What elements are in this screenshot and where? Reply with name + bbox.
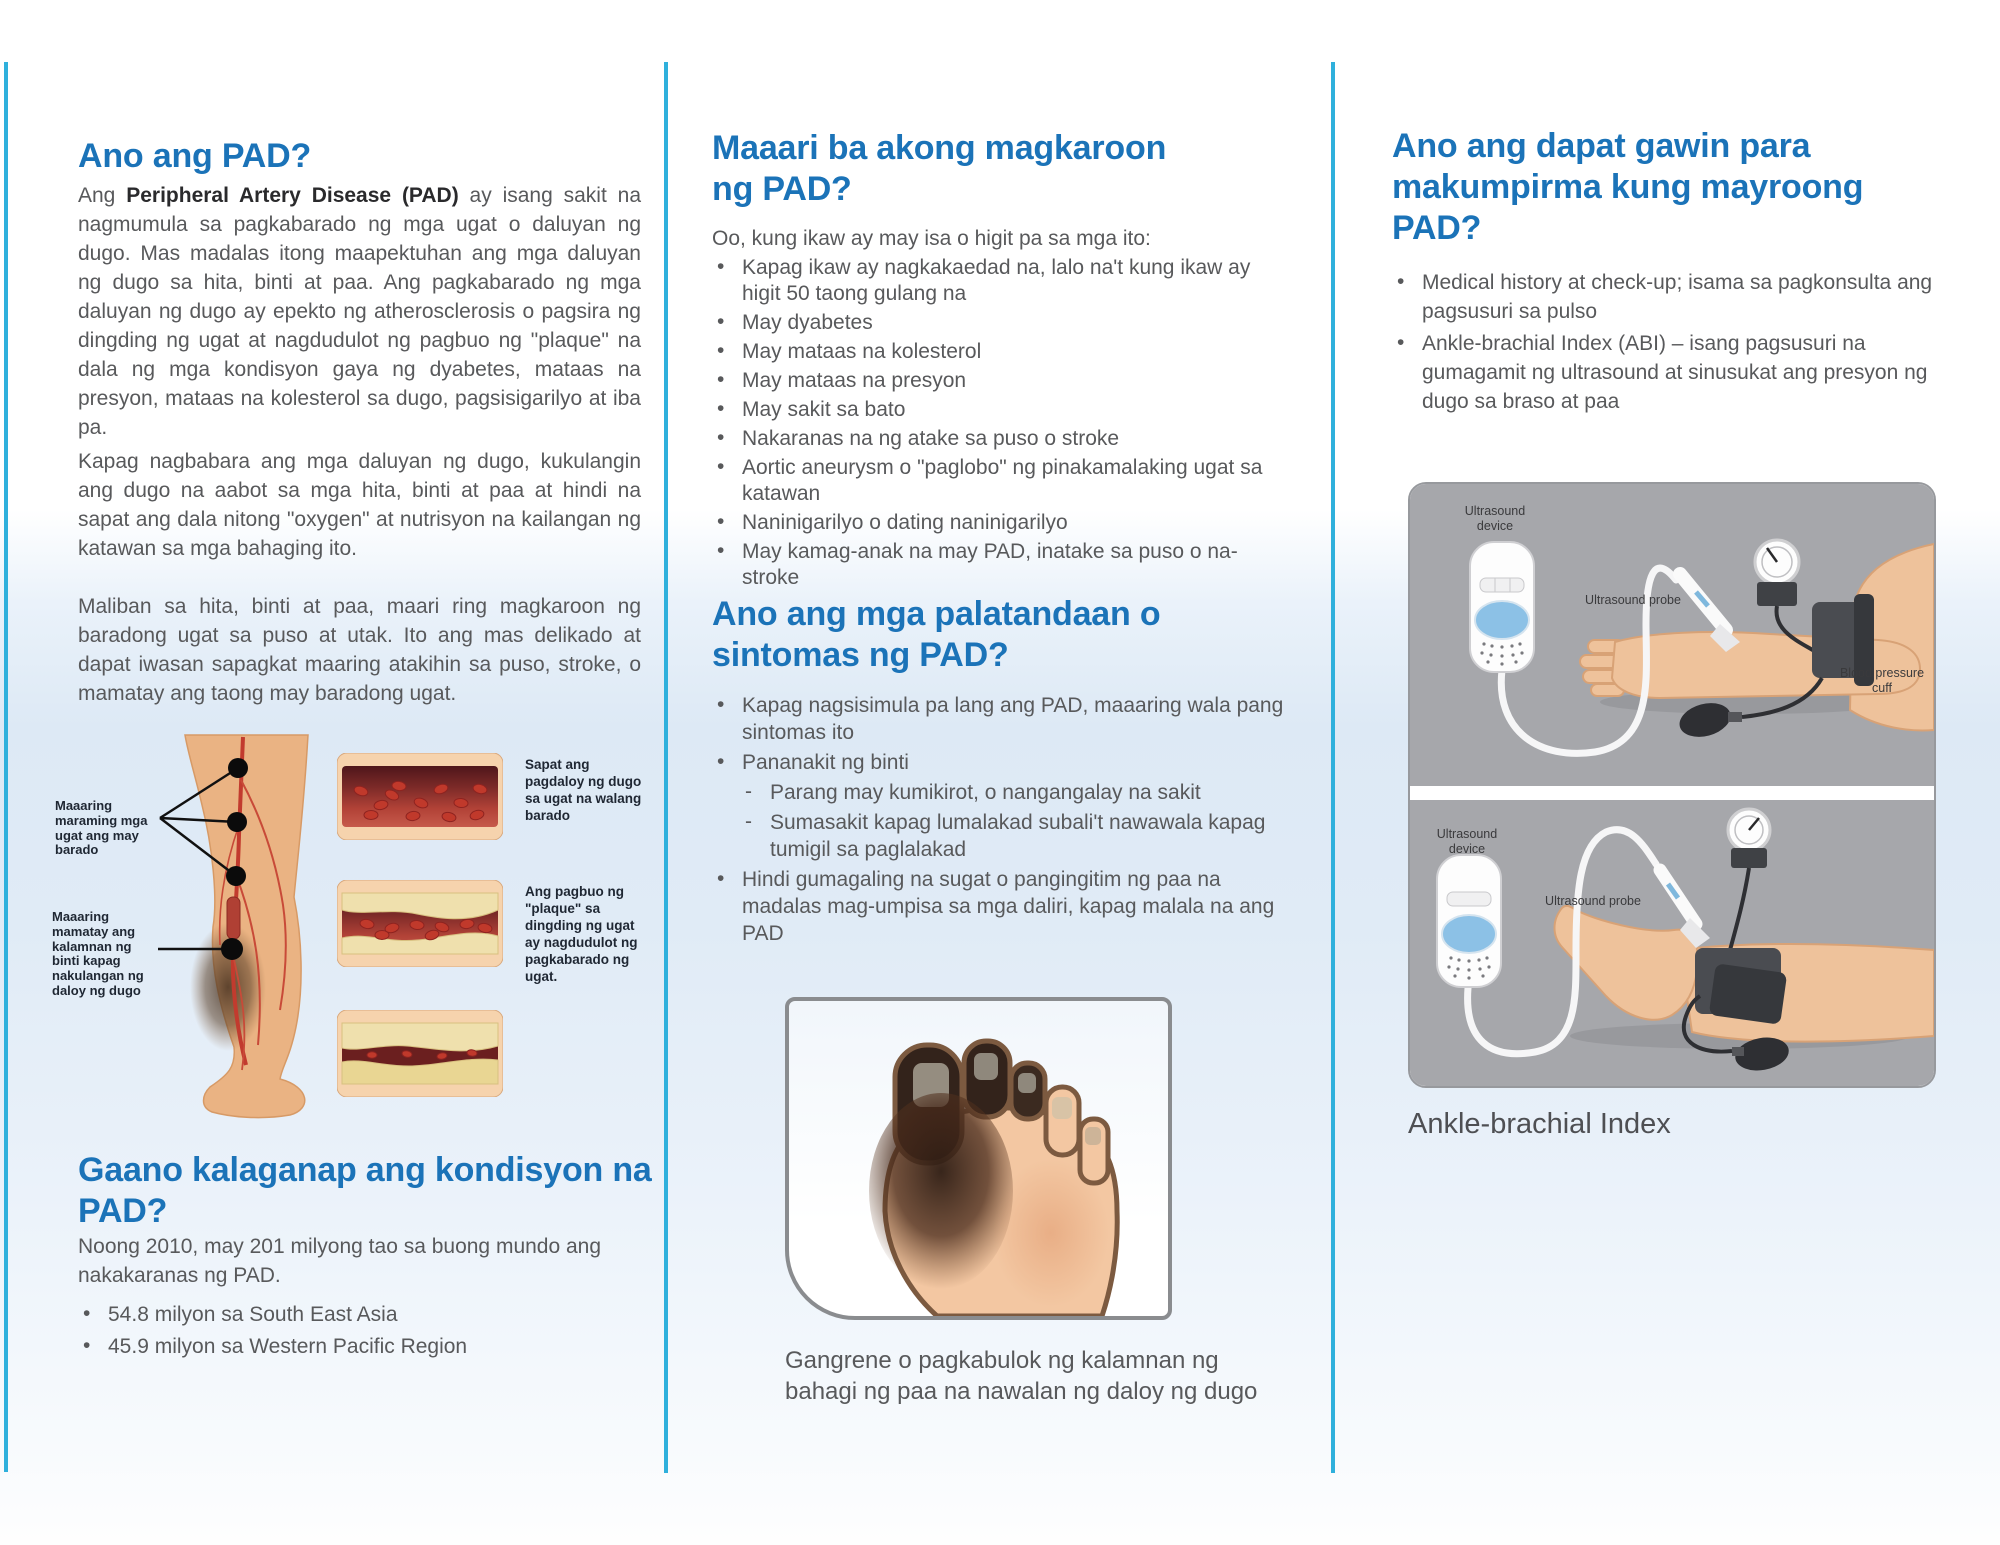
artery-blocked-illustration xyxy=(337,1010,503,1097)
bulb-valve xyxy=(1732,1047,1744,1056)
risk-item: • May kamag-anak na may PAD, inatake sa puso o na-stroke xyxy=(712,539,1290,591)
heading-what-is-pad: Ano ang PAD? xyxy=(78,137,312,175)
gangrene-foot-illustration xyxy=(789,1001,1168,1316)
artery-caption-plaque: Ang pagbuo ng "plaque" sa dingding ng ugat ay nagdudulot ng pagkabarado ng ugat. xyxy=(525,884,638,984)
risk-item: • May mataas na presyon xyxy=(712,368,1290,394)
symptom-list-cont xyxy=(712,866,1290,947)
abi-figure xyxy=(1408,482,1936,1088)
device-screen xyxy=(1442,915,1496,953)
artery-clot xyxy=(227,897,240,939)
artery-plaque-illustration xyxy=(337,880,503,967)
pointer-dot-3 xyxy=(226,866,246,886)
toenail-5 xyxy=(1085,1127,1101,1145)
risk-intro: Oo, kung ikaw ay may isa o higit pa sa mga ito: xyxy=(712,227,1151,250)
paragraph-blocked-vessels: Kapag nagbabara ang mga daluyan ng dugo, kukulangin ang dugo na aabot sa mga hita, binti at paa at hindi na sapat ang dala nitong "oxygen" at nutrisyon na kailangan ng katawan sa mga bahaging ito. xyxy=(78,450,641,560)
paragraph-pad-definition xyxy=(78,181,641,442)
symptom-subitem: - Parang may kumikirot, o nangangalay na sakit xyxy=(740,779,1290,806)
gangrene-foot-figure xyxy=(785,997,1172,1320)
symptom-sublist xyxy=(740,779,1290,863)
heading-symptoms: Ano ang mga palatandaan o sintomas ng PAD? xyxy=(712,595,1161,674)
paragraph-pad-bold: Peripheral Artery Disease (PAD) xyxy=(126,184,459,207)
device-buttons xyxy=(1480,578,1524,592)
heading-can-i-get-pad: Maaari ba akong magkaroon ng PAD? xyxy=(712,129,1167,208)
label-ultrasound-probe-bottom: Ultrasound probe xyxy=(1545,894,1641,908)
paragraph-pad-pre: Ang xyxy=(78,184,127,207)
foot-blush xyxy=(993,1159,1109,1307)
abi-panel-gap xyxy=(1410,786,1934,800)
label-blood-pressure-cuff: Blood pressure cuff xyxy=(1839,666,1925,695)
prevalence-list xyxy=(78,1300,623,1364)
confirm-list xyxy=(1392,268,1940,419)
symptom-item: • Kapag nagsisimula pa lang ang PAD, maaaring wala pang sintomas ito xyxy=(712,692,1290,746)
risk-item: • Aortic aneurysm o "paglobo" ng pinakamalaking ugat sa katawan xyxy=(712,455,1290,507)
paragraph-prevalence: Noong 2010, may 201 milyong tao sa buong mundo ang nakakaranas ng PAD. xyxy=(78,1235,602,1287)
abi-caption: Ankle-brachial Index xyxy=(1408,1108,1671,1140)
leg-label-blocked-vessels: Maaaring maraming mga ugat ang may barado xyxy=(55,798,148,858)
paragraph-heart-brain: Maliban sa hita, binti at paa, maari ring magkaroon ng baradong ugat sa puso at utak. Ito ang mas delikado at dapat iwasan sapagkat maaring atakihin sa puso, stroke, o mamatay ang taong may baradong ugat. xyxy=(78,595,641,705)
symptom-item: • Hindi gumagaling na sugat o pangingitim ng paa na madalas mag-umpisa sa mga daliri, kapag malala na ang PAD xyxy=(712,866,1290,947)
heading-confirm-pad: Ano ang dapat gawin para makumpirma kung mayroong PAD? xyxy=(1392,127,1864,247)
symptom-block xyxy=(712,692,1290,950)
risk-item: • Kapag ikaw ay nagkakaedad na, lalo na't kung ikaw ay higit 50 taong gulang na xyxy=(712,255,1290,307)
toenail-2 xyxy=(974,1053,998,1080)
gauge-base xyxy=(1731,848,1767,868)
risk-item: • May dyabetes xyxy=(712,310,1290,336)
confirm-item: • Medical history at check-up; isama sa pagkonsulta ang pagsusuri sa pulso xyxy=(1392,268,1940,326)
pointer-dot-1 xyxy=(228,758,248,778)
foot-caption: Gangrene o pagkabulok ng kalamnan ng bahagi ng paa na nawalan ng daloy ng dugo xyxy=(785,1347,1258,1405)
symptom-item: • Pananakit ng binti xyxy=(712,749,1290,776)
gauge-base xyxy=(1757,582,1797,606)
symptom-list xyxy=(712,692,1290,776)
device-screen xyxy=(1475,601,1529,639)
label-ultrasound-device-bottom: Ultrasound device xyxy=(1436,827,1498,856)
confirm-item: • Ankle-brachial Index (ABI) – isang pagsusuri na gumagamit ng ultrasound at sinusukat ang presyon ng dugo sa braso at paa xyxy=(1392,329,1940,416)
risk-item: • May mataas na kolesterol xyxy=(712,339,1290,365)
gauge-tube xyxy=(1730,868,1749,950)
risk-item: • Naninigarilyo o dating naninigarilyo xyxy=(712,510,1290,536)
column-divider-1 xyxy=(664,62,668,1473)
stat-item: • 54.8 milyon sa South East Asia xyxy=(78,1300,623,1329)
gangrene-spread xyxy=(869,1093,1013,1289)
label-ultrasound-device-top: Ultrasound device xyxy=(1464,504,1526,533)
risk-item: • Nakaranas na ng atake sa puso o stroke xyxy=(712,426,1290,452)
paragraph-pad-rest: ay isang sakit na nagmumula sa pagkabarado ng mga ugat o daluyan ng dugo. Mas madalas itong maapektuhan ang mga daluyan ng dugo sa hita, binti at paa. Ang pagkabarado ng mga daluyan ng dugo ay epekto ng atherosclerosis o pagsira ng dingding ng ugat at nagdudulot ng pagbuo ng "plaque" na dala ng mga kondisyon gaya ng dyabetes, mataas na presyon, mataas na kolesterol sa dugo, pagsisigarilyo at iba pa. xyxy=(78,184,641,439)
pointer-dot-4 xyxy=(221,938,243,960)
pointer-dot-2 xyxy=(227,812,247,832)
left-accent-line xyxy=(4,62,8,1472)
symptom-subitem: - Sumasakit kapag lumalakad subali't nawawala kapag tumigil sa paglalakad xyxy=(740,809,1290,863)
toenail-4 xyxy=(1052,1097,1072,1119)
label-ultrasound-probe-top: Ultrasound probe xyxy=(1585,593,1681,607)
risk-item: • May sakit sa bato xyxy=(712,397,1290,423)
column-divider-2 xyxy=(1331,62,1335,1473)
heading-prevalence: Gaano kalaganap ang kondisyon na PAD? xyxy=(78,1151,652,1230)
artery-caption-normal: Sapat ang pagdaloy ng dugo sa ugat na walang barado xyxy=(525,757,642,823)
artery-normal-illustration xyxy=(337,753,503,840)
bulb-valve xyxy=(1728,712,1742,722)
device-buttons xyxy=(1447,892,1491,906)
plaque-top xyxy=(342,1023,498,1051)
toenail-3 xyxy=(1018,1073,1036,1093)
cuff-flap xyxy=(1709,963,1788,1025)
stat-item: • 45.9 milyon sa Western Pacific Region xyxy=(78,1332,623,1361)
risk-list xyxy=(712,255,1290,594)
leg-label-muscle-death: Maaaring mamatay ang kalamnan ng binti kapag nakulangan ng daloy ng dugo xyxy=(52,909,144,998)
